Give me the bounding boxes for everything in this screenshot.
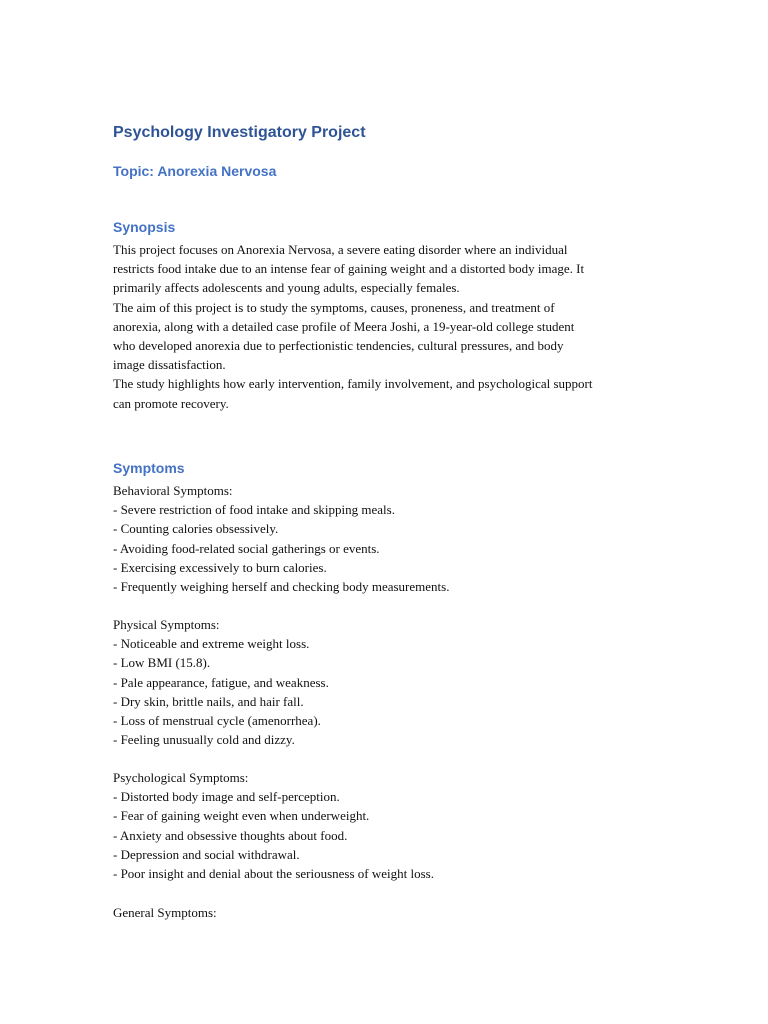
psychological-symptoms-section [113, 768, 673, 883]
list-item: - Frequently weighing herself and checking body measurements. [113, 578, 450, 594]
synopsis-line: image dissatisfaction. [113, 357, 226, 373]
behavioral-symptoms-section [113, 481, 673, 596]
synopsis-line: restricts food intake due to an intense fear of gaining weight and a distorted body image. It [113, 261, 585, 277]
list-item: - Low BMI (15.8). [113, 655, 211, 671]
symptoms-heading: Symptoms [113, 460, 185, 476]
physical-symptoms-section [113, 615, 673, 749]
synopsis-line: primarily affects adolescents and young adults, especially females. [113, 280, 460, 296]
list-item: - Anxiety and obsessive thoughts about food. [113, 827, 348, 843]
list-item: - Distorted body image and self-perception. [113, 789, 340, 805]
list-item: - Fear of gaining weight even when underweight. [113, 808, 370, 824]
synopsis-line: This project focuses on Anorexia Nervosa, a severe eating disorder where an individual [113, 242, 568, 257]
document-topic: Topic: Anorexia Nervosa [113, 163, 277, 179]
list-item: - Pale appearance, fatigue, and weakness. [113, 674, 329, 690]
synopsis-paragraph [113, 240, 673, 413]
psychological-symptoms-label: Psychological Symptoms: [113, 770, 249, 785]
list-item: - Loss of menstrual cycle (amenorrhea). [113, 712, 321, 728]
behavioral-symptoms-label: Behavioral Symptoms: [113, 483, 233, 498]
list-item: - Avoiding food-related social gatherings or events. [113, 540, 380, 556]
synopsis-line: The study highlights how early intervention, family involvement, and psychological support [113, 376, 593, 392]
list-item: - Dry skin, brittle nails, and hair fall. [113, 693, 304, 709]
general-symptoms-label: General Symptoms: [113, 905, 217, 920]
general-symptoms-section [113, 903, 673, 922]
list-item: - Noticeable and extreme weight loss. [113, 636, 310, 652]
document-title: Psychology Investigatory Project [113, 124, 366, 141]
list-item: - Depression and social withdrawal. [113, 846, 300, 862]
physical-symptoms-label: Physical Symptoms: [113, 617, 220, 632]
synopsis-line: anorexia, along with a detailed case profile of Meera Joshi, a 19-year-old college student [113, 318, 575, 334]
list-item: - Poor insight and denial about the seriousness of weight loss. [113, 865, 434, 881]
list-item: - Counting calories obsessively. [113, 521, 279, 537]
list-item: - Exercising excessively to burn calories. [113, 559, 327, 575]
synopsis-heading: Synopsis [113, 219, 176, 235]
synopsis-line: can promote recovery. [113, 395, 229, 411]
list-item: - Feeling unusually cold and dizzy. [113, 732, 295, 748]
synopsis-line: The aim of this project is to study the symptoms, causes, proneness, and treatment of [113, 299, 555, 315]
list-item: - Severe restriction of food intake and skipping meals. [113, 502, 395, 518]
synopsis-line: who developed anorexia due to perfectionistic tendencies, cultural pressures, and body [113, 337, 564, 353]
